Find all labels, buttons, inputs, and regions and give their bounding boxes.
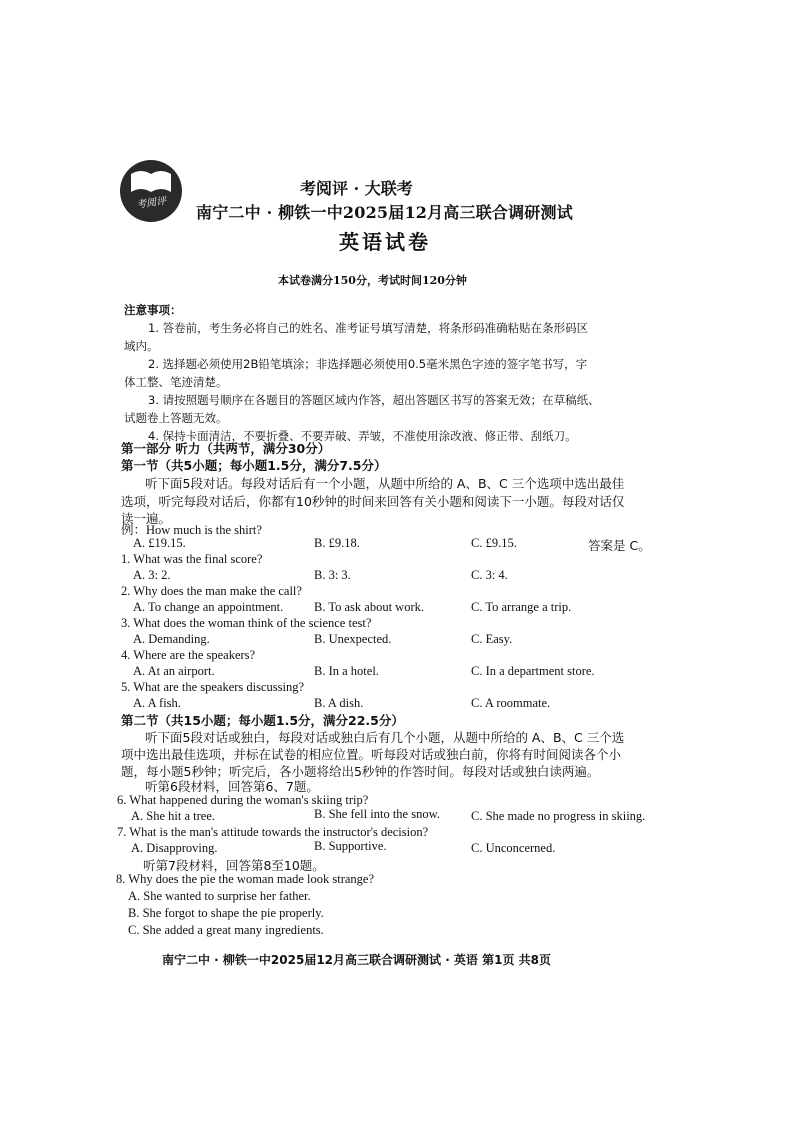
option-b: B. She forgot to shape the pie properly. [128, 906, 324, 920]
note-line: 3. 请按照题号顺序在各题目的答题区域内作答，超出答题区书写的答案无效；在草稿纸、 [148, 393, 600, 407]
example-question: 例：How much is the shirt? [121, 523, 262, 537]
option-c: C. Unconcerned. [471, 841, 556, 855]
question-5: 5. What are the speakers discussing? [121, 680, 305, 694]
option-b: B. 3: 3. [314, 568, 351, 582]
option-c: C. 3: 4. [471, 568, 508, 582]
question-3: 3. What does the woman think of the science test? [121, 616, 372, 630]
notes-title: 注意事项： [124, 303, 182, 317]
option-c: C. She added a great many ingredients. [128, 923, 324, 937]
option-c: C. A roommate. [471, 696, 551, 710]
note-line: 1. 答卷前，考生务必将自己的姓名、准考证号填写清楚，将条形码准确粘贴在条形码区 [148, 321, 589, 335]
note-line: 体工整、笔迹清楚。 [124, 375, 228, 389]
option-a: A. Demanding. [133, 632, 210, 646]
option-c: C. Easy. [471, 632, 513, 646]
option-b: B. She fell into the snow. [314, 807, 440, 821]
question-4: 4. Where are the speakers? [121, 648, 256, 662]
question-6: 6. What happened during the woman's skiing trip? [117, 793, 369, 807]
example-option-a: A. £19.15. [133, 536, 186, 550]
example-option-b: B. £9.18. [314, 536, 360, 550]
question-1: 1. What was the final score? [121, 552, 263, 566]
option-a: A. She hit a tree. [131, 809, 216, 823]
question-8: 8. Why does the pie the woman made look strange? [116, 872, 375, 886]
section2-title: 第二节（共15小题；每小题1.5分，满分22.5分） [121, 713, 404, 728]
material-7-instruction: 听第7段材料，回答第8至10题。 [143, 858, 325, 873]
question-2: 2. Why does the man make the call? [121, 584, 302, 598]
exam-series-title: 考阅评 · 大联考 [300, 179, 413, 198]
option-c: C. To arrange a trip. [471, 600, 572, 614]
section1-instruction: 读一遍。 [121, 511, 172, 526]
option-c: C. She made no progress in skiing. [471, 809, 646, 823]
section1-instruction: 听下面5段对话。每段对话后有一个小题，从题中所给的 A、B、C 三个选项中选出最佳 [145, 476, 625, 491]
note-line: 4. 保持卡面清洁，不要折叠、不要弄破、弄皱，不准使用涂改液、修正带、刮纸刀。 [148, 429, 577, 443]
book-icon [129, 168, 173, 194]
section2-instruction: 听下面5段对话或独白，每段对话或独白后有几个小题，从题中所给的 A、B、C 三个选 [145, 730, 625, 745]
option-a: A. At an airport. [133, 664, 215, 678]
note-line: 域内。 [124, 339, 159, 353]
option-b: B. In a hotel. [314, 664, 379, 678]
section1-instruction: 选项，听完每段对话后，你都有10秒钟的时间来回答有关小题和阅读下一小题。每段对话仅 [121, 494, 625, 509]
page-footer: 南宁二中 · 柳铁一中2025届12月高三联合调研测试 · 英语 第1页 共8页 [162, 953, 551, 967]
option-b: B. Unexpected. [314, 632, 392, 646]
option-b: B. To ask about work. [314, 600, 424, 614]
section2-instruction: 题，每小题5秒钟；听完后，各小题将给出5秒钟的作答时间。每段对话或独白读两遍。 [121, 764, 600, 779]
option-a: A. Disapproving. [131, 841, 218, 855]
option-c: C. In a department store. [471, 664, 595, 678]
logo-text: 考阅评 [135, 195, 167, 212]
option-a: A. She wanted to surprise her father. [128, 889, 311, 903]
section1-title: 第一节（共5小题；每小题1.5分，满分7.5分） [121, 458, 387, 473]
subject-title: 英语试卷 [339, 230, 431, 254]
material-6-instruction: 听第6段材料，回答第6、7题。 [145, 779, 319, 794]
option-a: A. A fish. [133, 696, 181, 710]
option-b: B. Supportive. [314, 839, 387, 853]
example-option-c: C. £9.15. [471, 536, 517, 550]
exam-title: 南宁二中 · 柳铁一中2025届12月高三联合调研测试 [196, 203, 573, 222]
note-line: 2. 选择题必须使用2B铅笔填涂；非选择题必须使用0.5毫米黑色字迹的签字笔书写，字 [148, 357, 588, 371]
part1-title: 第一部分 听力（共两节，满分30分） [121, 441, 331, 456]
note-line: 试题卷上答题无效。 [124, 411, 228, 425]
exam-info: 本试卷满分150分，考试时间120分钟 [278, 274, 467, 287]
option-a: A. To change an appointment. [133, 600, 284, 614]
option-a: A. 3: 2. [133, 568, 171, 582]
section2-instruction: 项中选出最佳选项，并标在试卷的相应位置。听每段对话或独白前，你将有时间阅读各个小 [121, 747, 622, 762]
example-answer: 答案是 C。 [588, 538, 651, 553]
exam-logo [120, 160, 182, 222]
question-7: 7. What is the man's attitude towards the instructor's decision? [117, 825, 429, 839]
option-b: B. A dish. [314, 696, 364, 710]
